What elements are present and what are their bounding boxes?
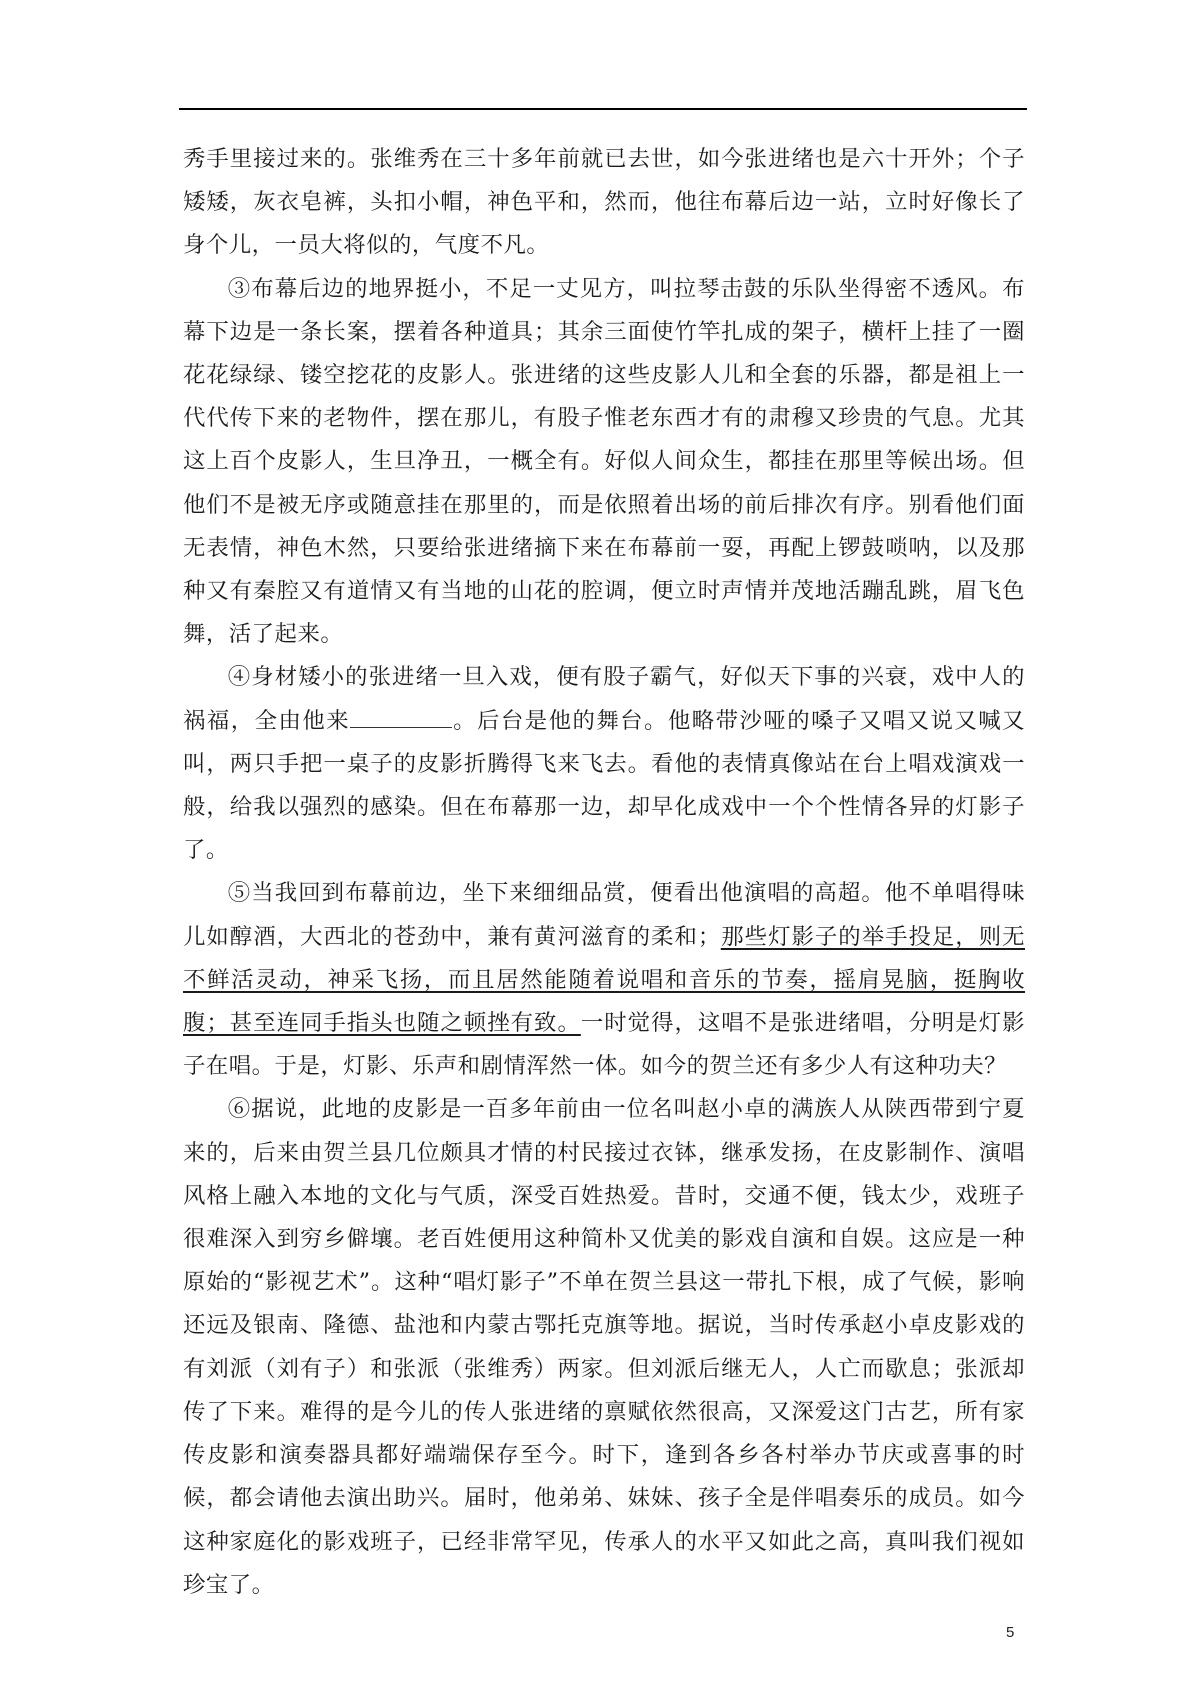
- paragraph-text: ③布幕后边的地界挺小，不足一丈见方，叫拉琴击鼓的乐队坐得密不透风。布幕下边是一条长案，摆着各种道具；其余三面使竹竿扎成的架子，横杆上挂了一圈花花绿绿、镂空挖花的皮影人。张进绪的这些皮影人儿和全套的乐器，都是祖上一代代传下来的老物件，摆在那儿，有股子惟老东西才有的肃穆又珍贵的气息。尤其这上百个皮影人，生旦净丑，一概全有。好似人间众生，都挂在那里等候出场。但他们不是被无序或随意挂在那里的，而是依照着出场的前后排次有序。别看他们面无表情，神色木然，只要给张进绪摘下来在布幕前一耍，再配上锣鼓唢呐，以及那种又有秦腔又有道情又有当地的山花的腔调，便立时声情并茂地活蹦乱跳，眉飞色舞，活了起来。: [183, 275, 1025, 648]
- document-body: [183, 138, 1025, 1607]
- paragraph-text: ⑥据说，此地的皮影是一百多年前由一位名叫赵小卓的满族人从陕西带到宁夏来的，后来由贺兰县几位颇具才情的村民接过衣钵，继承发扬，在皮影制作、演唱风格上融入本地的文化与气质，深受百姓热爱。昔时，交通不便，钱太少，戏班子很难深入到穷乡僻壤。老百姓便用这种简朴又优美的影戏自演和自娱。这应是一种原始的“影视艺术”。这种“唱灯影子”不单在贺兰县这一带扎下根，成了气候，影响还远及银南、隆德、盐池和内蒙古鄂托克旗等地。据说，当时传承赵小卓皮影戏的有刘派（刘有子）和张派（张维秀）两家。但刘派后继无人，人亡而歇息；张派却传了下来。难得的是今儿的传人张进绪的禀赋依然很高，又深爱这门古艺，所有家传皮影和演奏器具都好端端保存至今。时下，逢到各乡各村举办节庆或喜事的时候，都会请他去演出助兴。届时，他弟弟、妹妹、孩子全是伴唱奏乐的成员。如今这种家庭化的影戏班子，已经非常罕见，传承人的水平又如此之高，真叫我们视如珍宝了。: [183, 1096, 1025, 1598]
- paragraph-continuation: [183, 138, 1025, 268]
- paragraph-text-after-blank: 。后台是他的舞台。他略带沙哑的嗓子又唱又说又喊又叫，两只手把一桌子的皮影折腾得飞来飞去。看他的表情真像站在台上唱戏演戏一般，给我以强烈的感染。但在布幕那一边，却早化成戏中一个个性情各异的灯影子了。: [183, 707, 1026, 864]
- page-number: 5: [1006, 1624, 1015, 1641]
- paragraph-4: [183, 656, 1025, 872]
- paragraph-text-before-underline: ⑤当我回到布幕前边，坐下来细细品赏，便看出他演唱的高超。他不单唱得味儿如醇酒，大西北的苍劲中，兼有黄河滋育的柔和；: [183, 880, 1025, 950]
- underlined-sentence: 那些灯影子的举手投足，则无不鲜活灵动，神采飞扬，而且居然能随着说唱和音乐的节奏，摇肩晃脑，挺胸收腹；甚至连同手指头也随之顿挫有致。: [183, 923, 1026, 1037]
- paragraph-text-after-underline: 一时觉得，这唱不是张进绪唱，分明是灯影子在唱。于是，灯影、乐声和剧情浑然一体。如今的贺兰还有多少人有这种功夫？: [183, 1010, 1026, 1080]
- paragraph-3: [183, 268, 1025, 657]
- paragraph-5: [183, 872, 1025, 1088]
- paragraph-text: 秀手里接过来的。张维秀在三十多年前就已去世，如今张进绪也是六十开外；个子矮矮，灰衣皂裤，头扣小帽，神色平和，然而，他往布幕后边一站，立时好像长了身个儿，一员大将似的，气度不凡。: [183, 146, 1025, 259]
- paragraph-text-before-blank: ④身材矮小的张进绪一旦入戏，便有股子霸气，好似天下事的兴衰，戏中人的祸福，全由他来: [183, 664, 1025, 734]
- fill-in-blank: [350, 703, 452, 728]
- paragraph-6: [183, 1088, 1025, 1606]
- header-rule: [179, 108, 1027, 110]
